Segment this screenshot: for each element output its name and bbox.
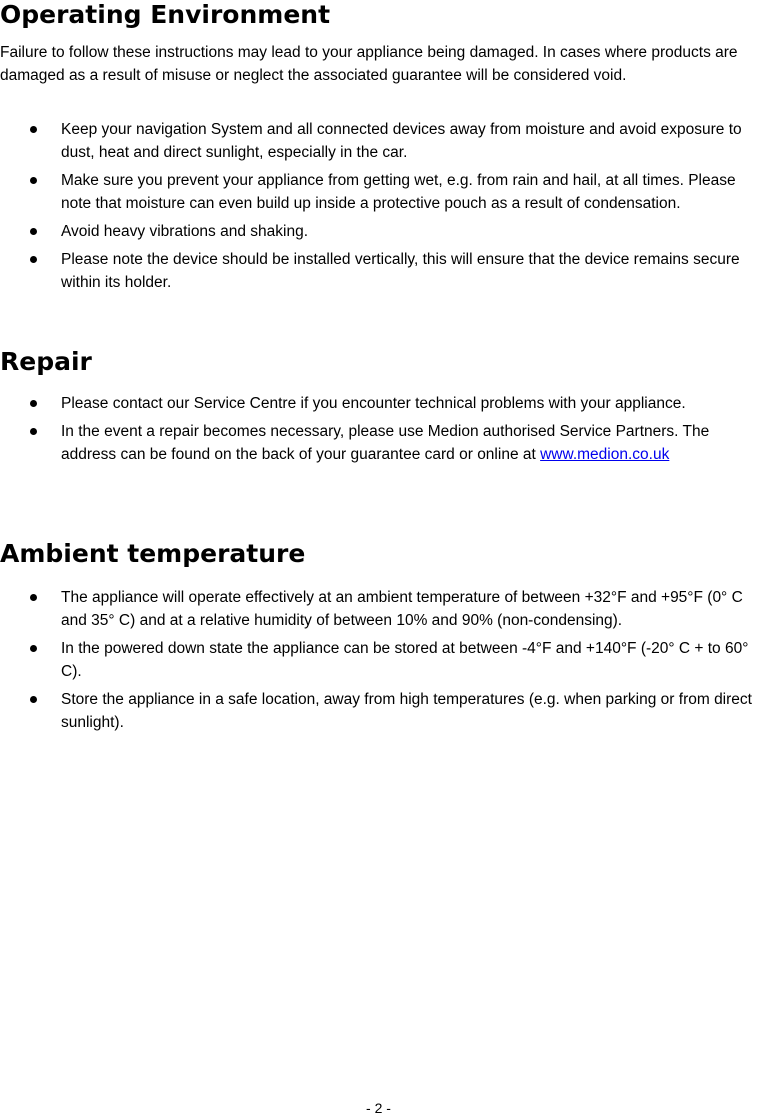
medion-website-link[interactable]: www.medion.co.uk (540, 446, 670, 463)
section-heading-ambient-temperature: Ambient temperature (0, 539, 306, 568)
section-heading-repair: Repair (0, 347, 92, 376)
list-item-text: Please note the device should be installed vertically, this will ensure that the device remains secure within its holder. (61, 251, 740, 291)
list-item (0, 248, 757, 294)
list-item-text: Store the appliance in a safe location, away from high temperatures (e.g. when parking or from direct sunlight). (61, 691, 752, 731)
list-item (0, 169, 757, 215)
list-item (0, 118, 757, 164)
list-item-text: In the event a repair becomes necessary, please use Medion authorised Service Partners. The address can be found on the back of your guarantee card or online at (61, 423, 710, 463)
list-item (0, 392, 757, 415)
list-item (0, 420, 757, 466)
operating-environment-list (0, 118, 757, 294)
list-item-text: Avoid heavy vibrations and shaking. (61, 223, 309, 240)
list-item-text: In the powered down state the appliance can be stored at between -4°F and +140°F (-20° C + to 60° C). (61, 640, 749, 680)
bullet-icon (30, 256, 37, 263)
bullet-icon (30, 696, 37, 703)
page-number: - 2 - (366, 1100, 391, 1116)
list-item-text: The appliance will operate effectively at an ambient temperature of between +32°F and +95°F (0° C and 35° C) and at a relative humidity of between 10% and 90% (non-condensing). (61, 589, 743, 629)
bullet-icon (30, 400, 37, 407)
list-item (0, 637, 757, 683)
operating-environment-intro: Failure to follow these instructions may lead to your appliance being damaged. In cases where products are damaged as a result of misuse or neglect the associated guarantee will be considered void. (0, 44, 738, 84)
list-item (0, 220, 757, 243)
list-item (0, 586, 757, 632)
bullet-icon (30, 594, 37, 601)
bullet-icon (30, 645, 37, 652)
section-heading-operating-environment: Operating Environment (0, 0, 331, 29)
ambient-temperature-list (0, 586, 757, 734)
bullet-icon (30, 177, 37, 184)
list-item (0, 688, 757, 734)
repair-list (0, 392, 757, 466)
list-item-text: Please contact our Service Centre if you encounter technical problems with your appliance. (61, 395, 686, 412)
list-item-text: Keep your navigation System and all connected devices away from moisture and avoid exposure to dust, heat and direct sunlight, especially in the car. (61, 121, 742, 161)
list-item-text: Make sure you prevent your appliance from getting wet, e.g. from rain and hail, at all times. Please note that moisture can even build up inside a protective pouch as a result of condensation. (61, 172, 736, 212)
bullet-icon (30, 126, 37, 133)
bullet-icon (30, 228, 37, 235)
bullet-icon (30, 428, 37, 435)
